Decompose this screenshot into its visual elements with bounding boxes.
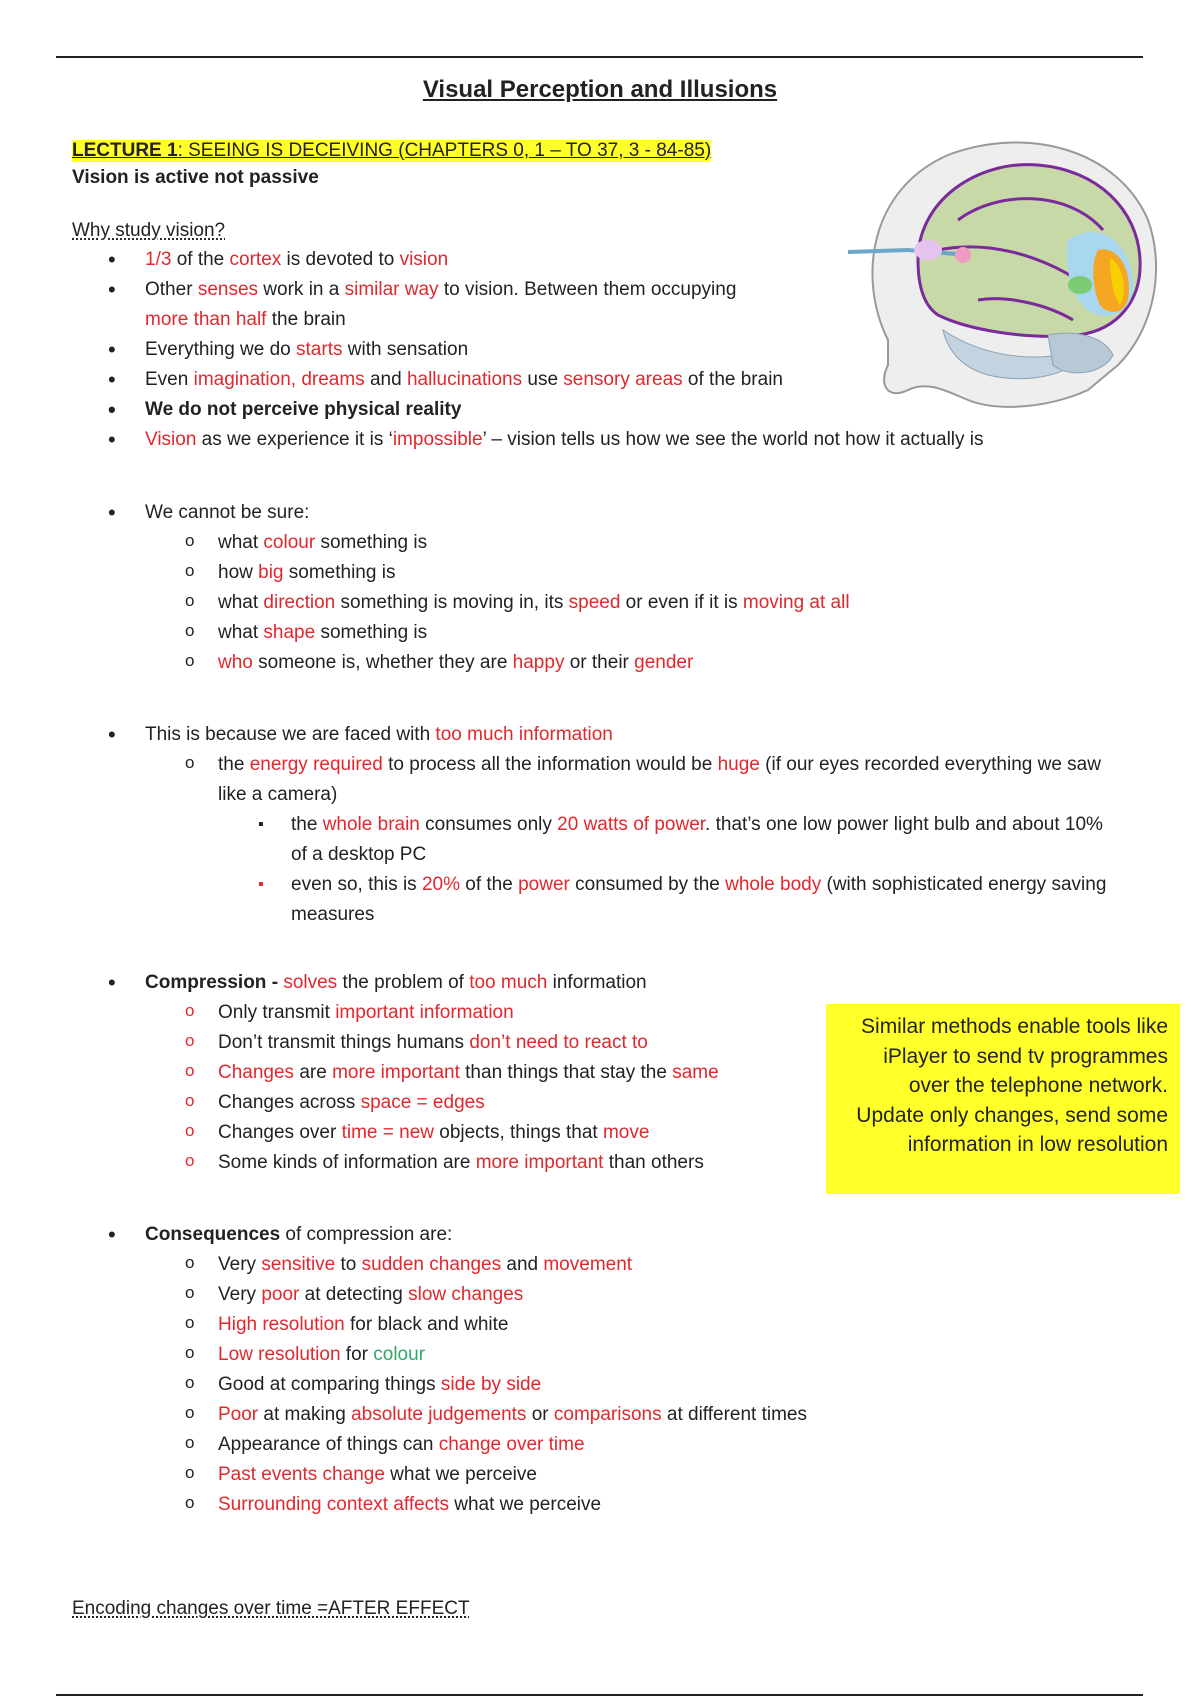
page-title: Visual Perception and Illusions [422,76,778,103]
cannot-be-sure-list [0,498,1120,678]
sub-list-item: o how big something is [145,558,1120,588]
list-item: • We do not perceive physical reality [0,395,1120,425]
list-item: • This is because we are faced with too much information o the energy required to process all the information would be huge (if our eyes recorded everything we saw like a camera) ▪ the whole brain consumes only 20 watts of power. that’s one low power light bulb and about 10% of a desktop PC ▪ even so, this is 20% of the power consumed by the whole body (with sophisticated energy saving measures [0,720,1120,930]
sub-list-item: o Very poor at detecting slow changes [145,1280,1120,1310]
lecture-subtitle: Vision is active not passive [72,167,319,188]
sub-list-item: o Changes are more important than things that stay the same [145,1058,1120,1088]
consequences-list [0,1220,1120,1520]
callout-box: Similar methods enable tools like iPlayer to send tv programmes over the telephone network. Update only changes, send some information in low resolution [826,1004,1180,1194]
why-study-list [0,245,1120,455]
sub-list-item: o the energy required to process all the information would be huge (if our eyes recorded everything we saw like a camera) ▪ the whole brain consumes only 20 watts of power. that’s one low power light bulb and about 10% of a desktop PC ▪ even so, this is 20% of the power consumed by the whole body (with sophisticated energy saving measures [145,750,1120,930]
list-item: • 1/3 of the cortex is devoted to vision [0,245,1120,275]
sub-list-item: o Changes across space = edges [145,1088,1120,1118]
sub-list-item: o Poor at making absolute judgements or comparisons at different times [145,1400,1120,1430]
sub-list-item: o Some kinds of information are more important than others [145,1148,1120,1178]
sub-list-item: o Appearance of things can change over time [145,1430,1120,1460]
list-item: • We cannot be sure: o what colour something is o how big something is o what direction something is moving in, its speed or even if it is moving at all o what shape something is o who someone is, whether they are happy or their gender [0,498,1120,678]
sub-list-item: o Don’t transmit things humans don’t need to react to [145,1028,1120,1058]
sub-list-item: o Only transmit important information [145,998,1120,1028]
sub-list-item: o what direction something is moving in, its speed or even if it is moving at all [145,588,1120,618]
section-heading-why: Why study vision? [72,220,226,241]
list-item: • Consequences of compression are: o Very sensitive to sudden changes and movement o Very poor at detecting slow changes o High resolution for black and white o Low resolution for colour o Good at comparing things side by side o Poor at making absolute judgements or comparisons at different times o Appearance of things can change over time o Past events change what we perceive o Surrounding context affects what we perceive [0,1220,1120,1520]
too-much-info-list [0,720,1120,930]
sub-sub-list-item: ▪ even so, this is 20% of the power consumed by the whole body (with sophisticated energy saving measures [218,870,1120,930]
section-heading-encoding: Encoding changes over time =AFTER EFFECT [72,1598,470,1619]
lecture-rest: : SEEING IS DECEIVING (CHAPTERS 0, 1 – TO 37, 3 - 84-85) [177,140,712,161]
sub-list-item: o Surrounding context affects what we perceive [145,1490,1120,1520]
list-item: • Compression - solves the problem of too much information o Only transmit important information o Don’t transmit things humans don’t need to react to o Changes are more important than things that stay the same o Changes across space = edges o Changes over time = new objects, things that move o Some kinds of information are more important than others [0,968,1120,1178]
list-item: • Other senses work in a similar way to vision. Between them occupying more than half the brain [0,275,745,335]
top-rule [56,56,1143,58]
sub-list-item: o Good at comparing things side by side [145,1370,1120,1400]
bottom-rule [56,1694,1143,1696]
sub-list-item: o what shape something is [145,618,1120,648]
list-item: • Even imagination, dreams and hallucinations use sensory areas of the brain [0,365,1120,395]
list-item: • Everything we do starts with sensation [0,335,1120,365]
sub-sub-list-item: ▪ the whole brain consumes only 20 watts of power. that’s one low power light bulb and about 10% of a desktop PC [218,810,1120,870]
sub-list-item: o Very sensitive to sudden changes and movement [145,1250,1120,1280]
lecture-heading [72,140,711,162]
list-item: • Vision as we experience it is ‘impossible’ – vision tells us how we see the world not how it actually is [0,425,1120,455]
sub-list-item: o Low resolution for colour [145,1340,1120,1370]
lecture-label: LECTURE 1 [72,140,178,161]
sub-list-item: o who someone is, whether they are happy or their gender [145,648,1120,678]
sub-list-item: o what colour something is [145,528,1120,558]
sub-list-item: o Past events change what we perceive [145,1460,1120,1490]
sub-list-item: o High resolution for black and white [145,1310,1120,1340]
sub-list-item: o Changes over time = new objects, things that move [145,1118,1120,1148]
